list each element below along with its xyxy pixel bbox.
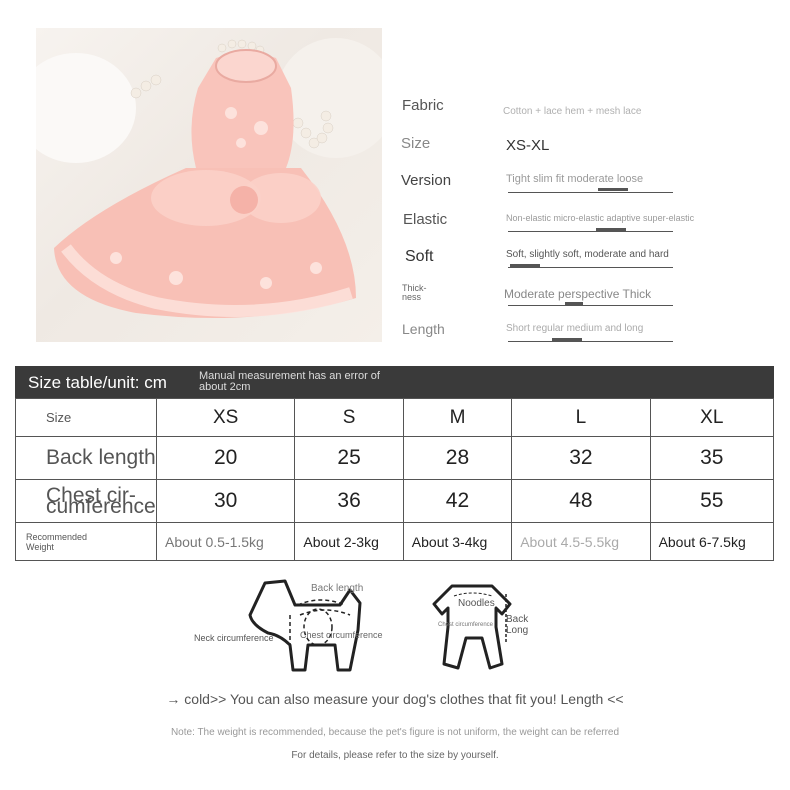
spec-label-elastic: Elastic <box>403 211 448 228</box>
spec-value-soft: Soft, slightly soft, moderate and hard <box>506 249 669 260</box>
version-scale-line <box>508 192 673 193</box>
spec-value-length: Short regular medium and long <box>506 323 644 334</box>
chest-cell: 30 <box>157 480 295 523</box>
row-header-size: Size <box>16 399 157 437</box>
row-header-weight: Recommended Weight <box>16 523 157 561</box>
table-row <box>16 399 774 437</box>
size-cell: XS <box>157 399 295 437</box>
back-length-cell: 28 <box>403 437 511 480</box>
back-length-cell: 20 <box>157 437 295 480</box>
clothes-noodles-label: Noodles <box>458 598 495 609</box>
spec-value-elastic: Non-elastic micro-elastic adaptive super-elastic <box>506 213 695 223</box>
dog-chest-label: Chest circumference <box>300 630 383 640</box>
size-table-header <box>15 366 774 398</box>
clothes-chest-label: Chest circumference <box>438 622 494 628</box>
weight-cell: About 4.5-5.5kg <box>512 523 650 561</box>
dog-icon <box>190 575 410 680</box>
thickness-scale-line <box>508 305 673 306</box>
size-cell: XL <box>650 399 773 437</box>
back-length-cell: 32 <box>512 437 650 480</box>
size-table-note: Manual measurement has an error of about 2cm <box>199 370 380 393</box>
dog-back-length-label: Back length <box>311 583 364 594</box>
size-cell: L <box>512 399 650 437</box>
size-table <box>15 398 774 561</box>
table-row <box>16 523 774 561</box>
clothing-measurement-diagram <box>432 582 542 674</box>
row-header-chest: Chest cir- cumference <box>16 480 157 523</box>
spec-value-fabric: Cotton + lace hem + mesh lace <box>503 106 642 117</box>
soft-scale-marker <box>510 264 540 267</box>
elastic-scale-marker <box>596 228 626 231</box>
size-cell: M <box>403 399 511 437</box>
soft-scale-line <box>508 267 673 268</box>
table-row <box>16 437 774 480</box>
size-table-title: Size table/unit: cm <box>28 373 167 392</box>
back-length-cell: 25 <box>295 437 403 480</box>
details-note: For details, please refer to the size by yourself. <box>291 750 499 761</box>
measure-tip: → cold>> You can also measure your dog's clothes that fit you! Length << <box>166 691 624 707</box>
dog-neck-label: Neck circumference <box>194 633 274 643</box>
length-scale-marker <box>552 338 582 341</box>
spec-value-size: XS-XL <box>506 137 550 154</box>
chest-cell: 36 <box>295 480 403 523</box>
pink-dress-illustration <box>36 28 382 342</box>
version-scale-marker <box>598 188 628 191</box>
weight-cell: About 0.5-1.5kg <box>157 523 295 561</box>
spec-value-version: Tight slim fit moderate loose <box>506 173 644 185</box>
weight-cell: About 2-3kg <box>295 523 403 561</box>
chest-cell: 55 <box>650 480 773 523</box>
size-cell: S <box>295 399 403 437</box>
weight-note: Note: The weight is recommended, because the pet's figure is not uniform, the weight can be referred <box>170 727 620 738</box>
back-length-cell: 35 <box>650 437 773 480</box>
spec-label-soft: Soft <box>405 248 434 265</box>
table-row <box>16 480 774 523</box>
spec-label-thickness: Thick- ness <box>402 283 427 302</box>
spec-value-thickness: Moderate perspective Thick <box>504 287 652 301</box>
spec-label-version: Version <box>401 172 452 189</box>
spec-label-size: Size <box>401 135 431 152</box>
weight-cell: About 6-7.5kg <box>650 523 773 561</box>
dog-measurement-diagram <box>190 575 410 680</box>
product-photo <box>36 28 382 342</box>
spec-label-fabric: Fabric <box>402 97 444 114</box>
chest-cell: 42 <box>403 480 511 523</box>
spec-label-length: Length <box>402 321 445 337</box>
elastic-scale-line <box>508 231 673 232</box>
clothes-back-label: Back Long <box>506 614 529 636</box>
chest-cell: 48 <box>512 480 650 523</box>
row-header-back-length: Back length <box>16 437 157 480</box>
length-scale-line <box>508 341 673 342</box>
thickness-scale-marker <box>565 302 583 305</box>
weight-cell: About 3-4kg <box>403 523 511 561</box>
